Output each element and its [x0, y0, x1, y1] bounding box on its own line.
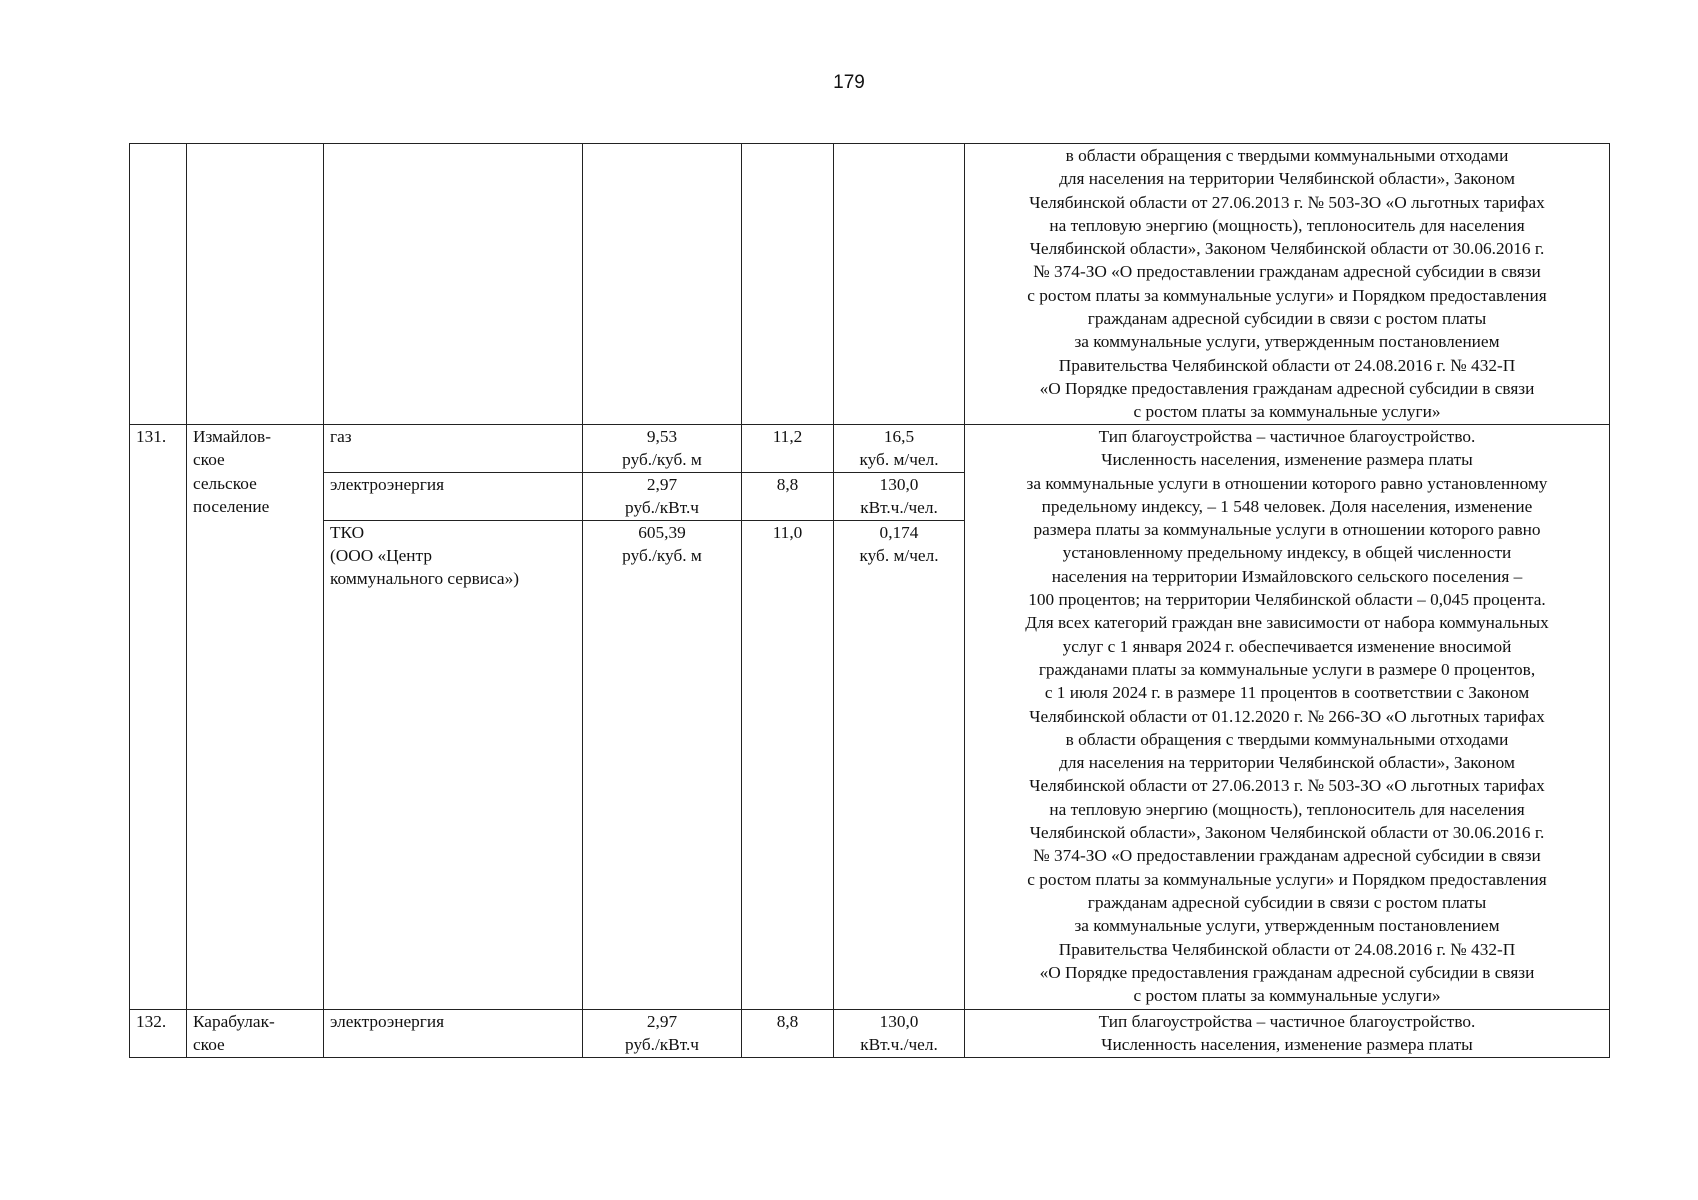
- cell-norm: 0,174 куб. м/чел.: [834, 520, 965, 1009]
- cell-service: электроэнергия: [324, 1009, 583, 1057]
- cell-norm: [834, 144, 965, 425]
- table-row-continuation: [130, 144, 1610, 425]
- cell-service: ТКО (ООО «Центр коммунального сервиса»): [324, 520, 583, 1009]
- cell-note: Тип благоустройства – частичное благоустройство. Численность населения, изменение размера платы: [965, 1009, 1610, 1057]
- table-row-131-gas: [130, 425, 1610, 473]
- cell-municipality: Измайлов- ское сельское поселение: [187, 425, 324, 1010]
- cell-service: газ: [324, 425, 583, 473]
- cell-index: [742, 144, 834, 425]
- cell-note: в области обращения с твердыми коммунальными отходами для населения на территории Челябинской области», Законом Челябинской области от 27.06.2013 г. № 503-ЗО «О льготных тарифах на тепловую энергию (мощность), теплоноситель для населения Челябинской области», Законом Челябинской области от 30.06.2016 г. № 374-ЗО «О предоставлении гражданам адресной субсидии в связи с ростом платы за коммунальные услуги» и Порядком предоставления гражданам адресной субсидии в связи с ростом платы за коммунальные услуги, утвержденным постановлением Правительства Челябинской области от 24.08.2016 г. № 432-П «О Порядке предоставления гражданам адресной субсидии в связи с ростом платы за коммунальные услуги»: [965, 144, 1610, 425]
- table-row-132-electricity: [130, 1009, 1610, 1057]
- cell-index: 8,8: [742, 1009, 834, 1057]
- cell-tariff: [583, 144, 742, 425]
- tariff-table: [129, 143, 1610, 1058]
- cell-index: 11,2: [742, 425, 834, 473]
- cell-tariff: 2,97 руб./кВт.ч: [583, 473, 742, 521]
- cell-municipality: Карабулак- ское: [187, 1009, 324, 1057]
- cell-service: электроэнергия: [324, 473, 583, 521]
- cell-norm: 130,0 кВт.ч./чел.: [834, 473, 965, 521]
- cell-index: 11,0: [742, 520, 834, 1009]
- cell-number: 132.: [130, 1009, 187, 1057]
- cell-number: [130, 144, 187, 425]
- cell-service: [324, 144, 583, 425]
- page-number: 179: [833, 72, 865, 93]
- cell-tariff: 9,53 руб./куб. м: [583, 425, 742, 473]
- cell-norm: 16,5 куб. м/чел.: [834, 425, 965, 473]
- cell-number: 131.: [130, 425, 187, 1010]
- cell-municipality: [187, 144, 324, 425]
- cell-note: Тип благоустройства – частичное благоустройство. Численность населения, изменение размера платы за коммунальные услуги в отношении которого равно установленному предельному индексу, – 1 548 человек. Доля населения, изменение размера платы за коммунальные услуги в отношении которого равно установленному предельному индексу, в общей численности населения на территории Измайловского сельского поселения – 100 процентов; на территории Челябинской области – 0,045 процента. Для всех категорий граждан вне зависимости от набора коммунальных услуг с 1 января 2024 г. обеспечивается изменение вносимой гражданами платы за коммунальные услуги в размере 0 процентов, с 1 июля 2024 г. в размере 11 процентов в соответствии с Законом Челябинской области от 01.12.2020 г. № 266-ЗО «О льготных тарифах в области обращения с твердыми коммунальными отходами для населения на территории Челябинской области», Законом Челябинской области от 27.06.2013 г. № 503-ЗО «О льготных тарифах на тепловую энергию (мощность), теплоноситель для населения Челябинской области», Законом Челябинской области от 30.06.2016 г. № 374-ЗО «О предоставлении гражданам адресной субсидии в связи с ростом платы за коммунальные услуги» и Порядком предоставления гражданам адресной субсидии в связи с ростом платы за коммунальные услуги, утвержденным постановлением Правительства Челябинской области от 24.08.2016 г. № 432-П «О Порядке предоставления гражданам адресной субсидии в связи с ростом платы за коммунальные услуги»: [965, 425, 1610, 1010]
- cell-tariff: 2,97 руб./кВт.ч: [583, 1009, 742, 1057]
- cell-tariff: 605,39 руб./куб. м: [583, 520, 742, 1009]
- cell-index: 8,8: [742, 473, 834, 521]
- cell-norm: 130,0 кВт.ч./чел.: [834, 1009, 965, 1057]
